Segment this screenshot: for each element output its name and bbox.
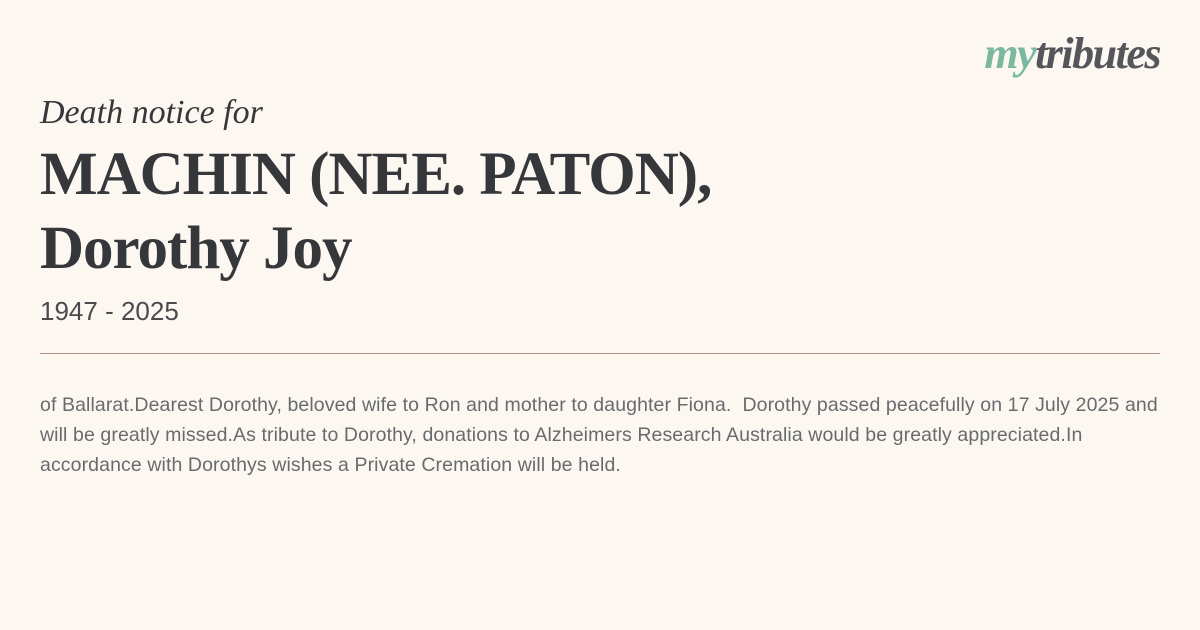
notice-content <box>40 94 1164 480</box>
deceased-name <box>40 138 1160 286</box>
life-years: 1947 - 2025 <box>40 296 179 326</box>
mytributes-logo <box>984 30 1160 78</box>
deceased-name-line1: MACHIN (NEE. PATON), <box>40 141 712 208</box>
divider <box>40 353 1160 354</box>
notice-kicker: Death notice for <box>40 94 263 131</box>
header <box>40 30 1160 78</box>
notice-body: of Ballarat.Dearest Dorothy, beloved wife to Ron and mother to daughter Fiona. Dorothy passed peacefully on 17 July 2025 and will be greatly missed.As tribute to Dorothy, donations to Alzheimers Research Australia would be greatly appreciated.In accordance with Dorothys wishes a Private Cremation will be held. <box>40 394 1164 476</box>
logo-my: my <box>984 29 1036 78</box>
logo-tributes: tributes <box>1035 29 1160 78</box>
deceased-name-line2: Dorothy Joy <box>40 215 352 282</box>
